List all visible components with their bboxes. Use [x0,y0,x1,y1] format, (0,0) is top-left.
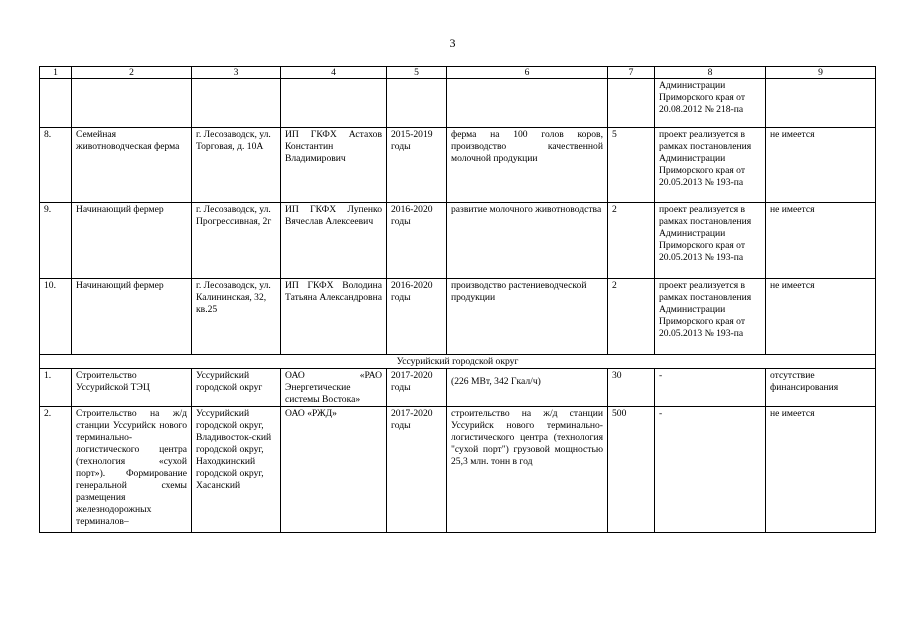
cell-description: ферма на 100 голов коров, производство качественной молочной продукции [447,128,608,203]
header-cell: 6 [447,67,608,79]
cell-description: (226 МВт, 342 Гкал/ч) [447,369,608,407]
cell-period [387,79,447,128]
cell-problems: не имеется [766,279,876,355]
cell-problems [766,79,876,128]
cell-investor: ИП ГКФХ Астахов Константин Владимирович [281,128,387,203]
cell-jobs: 2 [608,279,655,355]
cell-support: - [655,369,766,407]
cell-period: 2017-2020 годы [387,369,447,407]
table-row [40,203,876,279]
cell-project-name [72,79,192,128]
cell-location: г. Лесозаводск, ул. Торговая, д. 10А [192,128,281,203]
cell-period: 2015-2019 годы [387,128,447,203]
cell-period: 2016-2020 годы [387,279,447,355]
section-row [40,355,876,369]
cell-support: Администрации Приморского края от 20.08.2012 № 218-па [655,79,766,128]
cell-support: - [655,407,766,533]
cell-location: Уссурийский городской округ, Владивосток-ский городской округ, Находкинский городской округ, Хасанский [192,407,281,533]
table-row [40,79,876,128]
header-cell: 9 [766,67,876,79]
cell-investor: ИП ГКФХ Володина Татьяна Александровна [281,279,387,355]
cell-location [192,79,281,128]
table-row [40,128,876,203]
cell-number: 8. [40,128,72,203]
cell-number: 9. [40,203,72,279]
projects-table [39,66,876,533]
cell-period: 2017-2020 годы [387,407,447,533]
cell-jobs: 5 [608,128,655,203]
cell-description [447,79,608,128]
cell-description: производство растениеводческой продукции [447,279,608,355]
cell-investor: ИП ГКФХ Лупенко Вячеслав Алексеевич [281,203,387,279]
cell-project-name: Строительство на ж/д станции Уссурийск нового терминально-логистического центра (технология «сухой порт»). Формирование генеральной схемы размещения железнодорожных терминалов– [72,407,192,533]
header-cell: 8 [655,67,766,79]
table-row [40,279,876,355]
header-row [40,67,876,79]
cell-project-name: Строительство Уссурийской ТЭЦ [72,369,192,407]
cell-period: 2016-2020 годы [387,203,447,279]
cell-project-name: Семейная животноводческая ферма [72,128,192,203]
cell-location: Уссурийский городской округ [192,369,281,407]
table-row [40,369,876,407]
cell-investor: ОАО «РЖД» [281,407,387,533]
header-cell: 7 [608,67,655,79]
cell-description: строительство на ж/д станции Уссурийск нового терминально-логистического центра (технология "сухой порт") грузовой мощностью 25,3 млн. тонн в год [447,407,608,533]
cell-investor [281,79,387,128]
table-row [40,407,876,533]
cell-number [40,79,72,128]
header-cell: 3 [192,67,281,79]
cell-problems: не имеется [766,128,876,203]
cell-number: 10. [40,279,72,355]
cell-support: проект реализуется в рамках постановления Администрации Приморского края от 20.05.2013 № 193-па [655,128,766,203]
header-cell: 2 [72,67,192,79]
cell-number: 1. [40,369,72,407]
cell-problems: отсутствие финансирования [766,369,876,407]
cell-project-name: Начинающий фермер [72,279,192,355]
cell-investor: ОАО «РАО Энергетические системы Востока» [281,369,387,407]
cell-support: проект реализуется в рамках постановления Администрации Приморского края от 20.05.2013 № 193-па [655,279,766,355]
cell-project-name: Начинающий фермер [72,203,192,279]
header-cell: 4 [281,67,387,79]
cell-jobs: 2 [608,203,655,279]
cell-problems: не имеется [766,203,876,279]
section-title: Уссурийский городской округ [40,355,876,369]
cell-jobs [608,79,655,128]
cell-jobs: 30 [608,369,655,407]
cell-support: проект реализуется в рамках постановления Администрации Приморского края от 20.05.2013 № 193-па [655,203,766,279]
cell-location: г. Лесозаводск, ул. Калининская, 32, кв.25 [192,279,281,355]
cell-jobs: 500 [608,407,655,533]
page-number: 3 [449,36,456,50]
cell-description: развитие молочного животноводства [447,203,608,279]
cell-problems: не имеется [766,407,876,533]
cell-number: 2. [40,407,72,533]
cell-location: г. Лесозаводск, ул. Прогрессивная, 2г [192,203,281,279]
header-cell: 1 [40,67,72,79]
header-cell: 5 [387,67,447,79]
